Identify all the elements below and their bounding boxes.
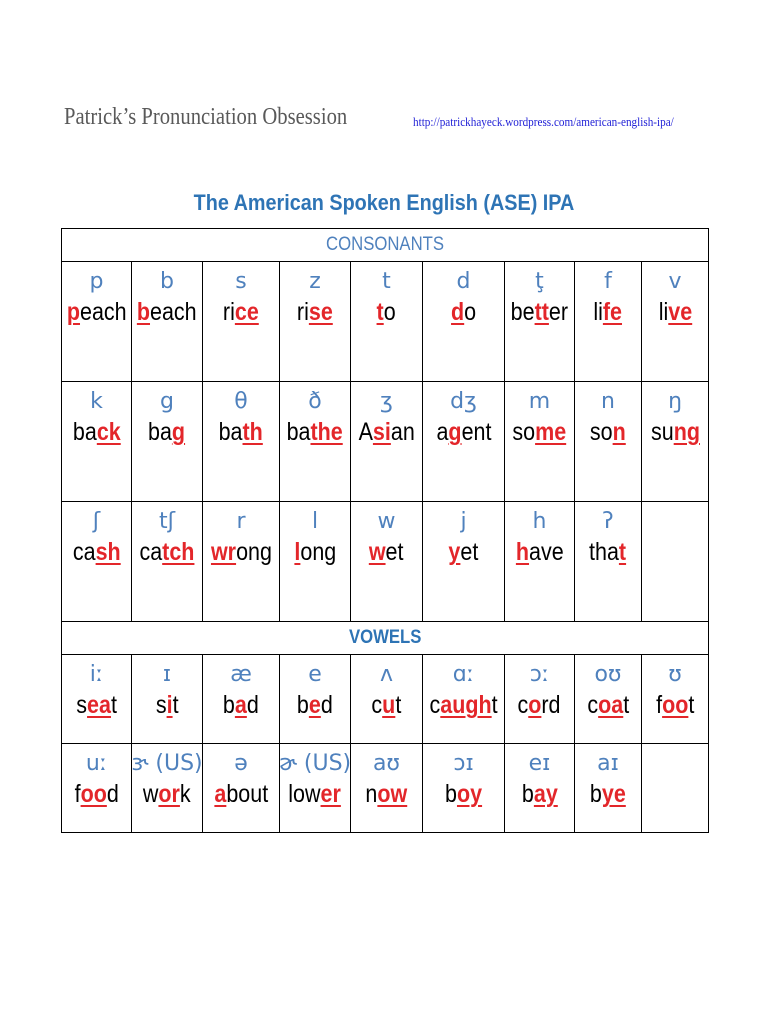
highlighted-letters: or [158,780,181,808]
highlighted-letters: n [612,418,626,446]
word-part: tha [589,538,620,566]
word-part: each [79,298,127,326]
example-word [445,778,482,810]
ipa-cell [575,655,642,744]
word-part: ba [72,418,97,446]
ipa-symbol: v [668,269,682,294]
example-word [436,416,491,448]
word-part: ri [297,298,310,326]
word-part: ent [461,418,491,446]
word-part: A [358,418,373,446]
word-part: t [110,691,117,719]
example-word [289,778,342,810]
ipa-symbol: ɚ (US) [278,751,352,776]
ipa-cell [351,744,423,833]
highlighted-letters: wr [210,538,236,566]
word-part: each [150,298,197,326]
word-part: t [395,691,402,719]
ipa-cell [351,382,423,502]
word-part: t [491,691,498,719]
ipa-cell [280,502,351,622]
highlighted-letters: ay [533,780,558,808]
word-part: ri [223,298,236,326]
highlighted-letters: oy [456,780,483,808]
highlighted-letters: ye [602,780,626,808]
word-part: f [655,691,662,719]
ipa-cell [62,382,132,502]
vowels-heading [62,622,709,655]
example-word [377,296,396,328]
ipa-symbol: oʊ [594,662,622,687]
example-word [143,778,191,810]
word-part: t [172,691,179,719]
word-part: b [444,780,457,808]
ipa-cell [575,502,642,622]
vowels-row [62,744,709,833]
word-part: ba [148,418,173,446]
ipa-symbol: ð [308,389,322,414]
word-part: n [365,780,378,808]
example-word [67,296,127,328]
word-part: b [590,780,603,808]
example-word [366,778,408,810]
ipa-cell [280,655,351,744]
word-part: d [246,691,259,719]
highlighted-letters: sh [95,538,121,566]
ipa-cell [505,382,575,502]
word-part: ba [218,418,243,446]
ipa-cell [203,262,280,382]
ipa-symbol: θ [234,389,248,414]
example-word [137,296,197,328]
ipa-symbol: f [604,269,612,294]
highlighted-letters: a [235,691,247,719]
ipa-symbol: ŋ [668,389,683,414]
highlighted-letters: d [450,298,465,326]
ipa-cell [642,502,709,622]
example-word [516,536,564,568]
highlighted-letters: ng [673,418,700,446]
ipa-cell [505,655,575,744]
highlighted-letters: ck [96,418,121,446]
example-word [297,689,333,721]
ipa-cell [62,262,132,382]
ipa-cell [423,382,505,502]
example-word [590,778,626,810]
highlighted-letters: ce [235,298,259,326]
word-part: s [76,691,87,719]
word-part: w [143,780,159,808]
word-part: d [320,691,333,719]
word-part: ave [528,538,564,566]
ipa-symbol: g [160,389,174,414]
example-word [656,689,694,721]
example-word [522,778,558,810]
ipa-symbol: dʒ [450,389,477,414]
highlighted-letters: g [172,418,186,446]
ipa-symbol: ʃ [92,509,101,534]
ipa-symbol: w [377,509,396,534]
example-word [658,296,691,328]
ipa-symbol: e [308,662,322,687]
ipa-symbol: t [382,269,391,294]
ipa-cell [351,502,423,622]
example-word [518,689,561,721]
ipa-cell [203,744,280,833]
ipa-cell [203,502,280,622]
highlighted-letters: l [294,538,301,566]
consonants-row [62,502,709,622]
consonants-heading [62,229,709,262]
ipa-chart-table [61,228,709,833]
highlighted-letters: o [528,691,542,719]
ipa-cell [642,382,709,502]
ipa-symbol: r [236,509,246,534]
word-part: f [74,780,81,808]
ipa-cell [280,262,351,382]
example-word [287,416,343,448]
ipa-cell [351,655,423,744]
ipa-symbol: æ [230,662,252,687]
example-word [148,416,185,448]
ipa-cell [132,262,203,382]
consonants-row [62,262,709,382]
ipa-symbol: j [460,509,467,534]
ipa-symbol: ʔ [602,509,614,534]
ipa-symbol: iː [89,662,104,687]
ipa-cell [423,262,505,382]
ipa-cell [203,382,280,502]
word-part: an [390,418,415,446]
consonants-heading-text: CONSONANTS [326,234,445,255]
highlighted-letters: se [309,298,333,326]
ipa-symbol: s [235,269,247,294]
ipa-cell [505,744,575,833]
ipa-cell [351,262,423,382]
ipa-symbol: ɪ [162,662,172,687]
ipa-symbol: ɔː [529,662,550,687]
highlighted-letters: u [382,691,396,719]
word-part: s [155,691,167,719]
ipa-symbol: ɔɪ [453,751,474,776]
highlighted-letters: oa [597,691,623,719]
ipa-symbol: ɑː [452,662,475,687]
example-word [369,536,404,568]
word-part: k [180,780,191,808]
ipa-cell [423,655,505,744]
highlighted-letters: me [535,418,567,446]
example-word [74,778,118,810]
highlighted-letters: oo [80,780,107,808]
vowels-heading-text: VOWELS [348,627,422,648]
word-part: su [650,418,674,446]
example-word [449,536,479,568]
blog-link[interactable]: http://patrickhayeck.wordpress.com/american-english-ipa/ [413,114,674,129]
ipa-cell [62,655,132,744]
document-header-title: Patrick’s Pronunciation Obsession [64,104,348,130]
example-word [372,689,402,721]
highlighted-letters: the [310,418,344,446]
ipa-cell [642,744,709,833]
ipa-symbol: ʊ [668,662,682,687]
example-word [587,689,629,721]
word-part: d [106,780,119,808]
highlighted-letters: augh [440,691,492,719]
word-part: ba [286,418,311,446]
example-word [140,536,195,568]
word-part: bout [226,780,268,808]
example-word [590,416,626,448]
word-part: so [590,418,613,446]
example-word [513,416,567,448]
ipa-cell [280,382,351,502]
example-word [156,689,179,721]
word-part: ong [300,538,336,566]
highlighted-letters: th [242,418,264,446]
ipa-symbol: l [311,509,319,534]
vowels-row [62,655,709,744]
highlighted-letters: ea [86,691,111,719]
word-part: b [223,691,236,719]
ipa-symbol: k [90,389,103,414]
word-part: ong [235,538,272,566]
example-word [223,689,259,721]
ipa-cell [505,502,575,622]
word-part: li [658,298,668,326]
highlighted-letters: oo [661,691,689,719]
highlighted-letters: tch [162,538,195,566]
ipa-cell [62,744,132,833]
word-part: o [384,298,397,326]
highlighted-letters: g [447,418,462,446]
ipa-symbol: eɪ [528,751,551,776]
highlighted-letters: t [376,298,385,326]
word-part: c [587,691,598,719]
highlighted-letters: h [515,538,529,566]
ipa-cell [575,262,642,382]
highlighted-letters: b [137,298,151,326]
word-part: o [464,298,477,326]
ipa-cell [62,502,132,622]
word-part: so [512,418,536,446]
ipa-symbol: ʒ [380,389,393,414]
word-part: a [435,418,448,446]
word-part: t [622,691,629,719]
example-word [73,416,121,448]
highlighted-letters: fe [603,298,623,326]
highlighted-letters: y [448,538,461,566]
example-word [451,296,476,328]
ipa-symbol: uː [85,751,108,776]
word-part: t [688,691,695,719]
ipa-cell [132,744,203,833]
ipa-symbol: b [160,269,174,294]
ipa-cell [642,262,709,382]
highlighted-letters: t [619,538,627,566]
highlighted-letters: w [369,538,386,566]
ipa-cell [575,382,642,502]
word-part: li [593,298,604,326]
word-part: et [385,538,404,566]
ipa-symbol: aʊ [372,751,401,776]
example-word [651,416,700,448]
ipa-cell [132,382,203,502]
word-part: er [549,298,569,326]
highlighted-letters: tt [534,298,550,326]
ipa-symbol: d [456,269,471,294]
word-part: be [510,298,535,326]
example-word [594,296,623,328]
ipa-symbol: ţ [535,269,544,294]
ipa-symbol: n [601,389,615,414]
ipa-symbol: ə [234,751,248,776]
word-part: c [429,691,441,719]
highlighted-letters: er [320,780,342,808]
example-word [211,536,272,568]
ipa-cell [575,744,642,833]
word-part: c [517,691,529,719]
example-word [73,536,121,568]
word-part: rd [541,691,561,719]
ipa-symbol: tʃ [158,509,176,534]
word-part: low [288,780,321,808]
example-word [76,689,117,721]
ipa-cell [280,744,351,833]
word-part: ca [139,538,163,566]
ipa-symbol: p [89,269,104,294]
highlighted-letters: si [372,418,391,446]
ipa-cell [505,262,575,382]
ipa-cell [132,502,203,622]
example-word [297,296,333,328]
word-part: b [521,780,534,808]
highlighted-letters: p [66,298,80,326]
example-word [223,296,259,328]
example-word [219,416,263,448]
ipa-cell [423,502,505,622]
word-part: c [371,691,383,719]
example-word [589,536,626,568]
highlighted-letters: e [309,691,321,719]
highlighted-letters: ve [667,298,692,326]
ipa-symbol: ɝ (US) [131,751,203,776]
example-word [429,689,497,721]
ipa-symbol: ʌ [379,662,394,687]
ipa-cell [642,655,709,744]
highlighted-letters: i [166,691,173,719]
word-part: et [460,538,479,566]
example-word [214,778,268,810]
consonants-row [62,382,709,502]
ipa-cell [203,655,280,744]
word-part: ca [72,538,96,566]
word-part: b [297,691,310,719]
page-title: The American Spoken English (ASE) IPA [193,190,575,215]
example-word [294,536,336,568]
ipa-symbol: h [532,509,547,534]
ipa-symbol: aɪ [597,751,619,776]
example-word [511,296,568,328]
ipa-cell [423,744,505,833]
highlighted-letters: ow [377,780,408,808]
ipa-cell [132,655,203,744]
ipa-symbol: z [309,269,321,294]
ipa-symbol: m [528,389,551,414]
example-word [358,416,414,448]
highlighted-letters: a [214,780,227,808]
